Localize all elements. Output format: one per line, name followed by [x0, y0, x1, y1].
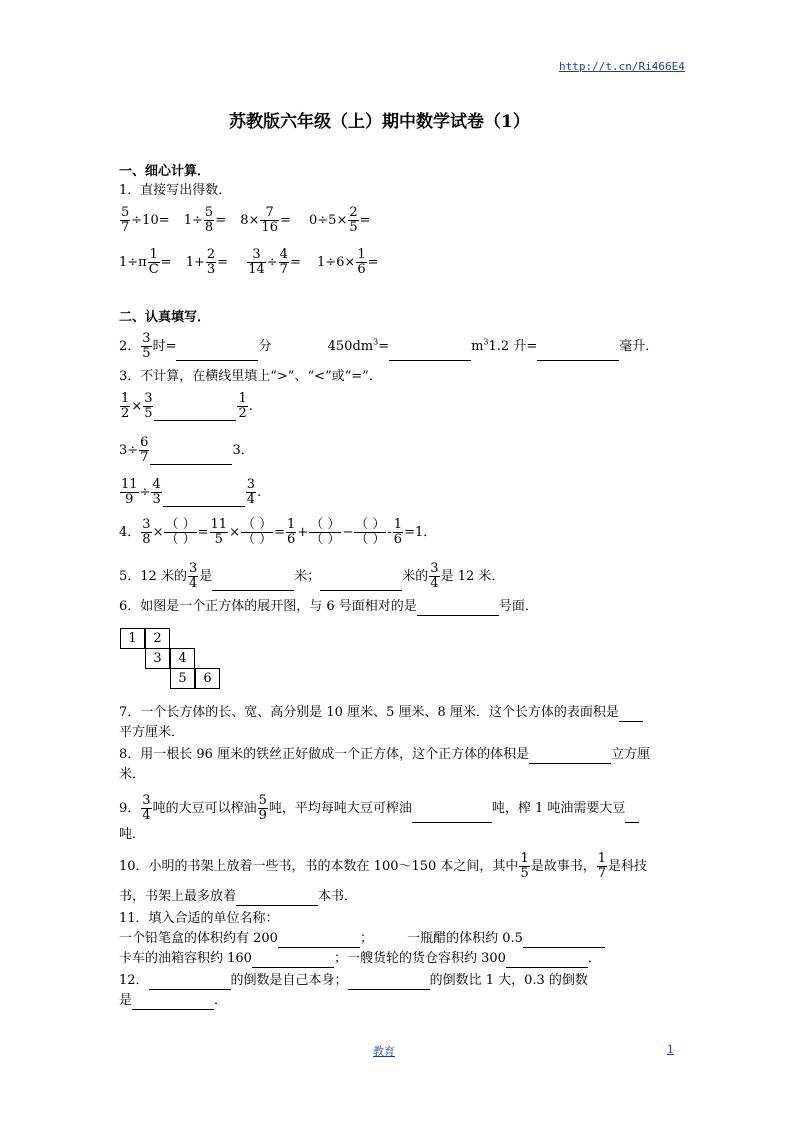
- q5-line: 5．12 米的 $\frac{3}{4}$ 是 米； 米的 $\frac{3}{4}$ 是 12 米．: [119, 561, 505, 591]
- fraction: $\frac{3}{14}$: [248, 247, 265, 277]
- net-cell-3: 3: [145, 648, 170, 669]
- fraction: $\frac{5}{7}$: [121, 205, 130, 235]
- header-link[interactable]: http://t.cn/Ri466E4: [559, 60, 685, 73]
- answer-blank[interactable]: [389, 346, 471, 361]
- answer-blank[interactable]: [132, 995, 214, 1010]
- net-cell-5: 5: [170, 668, 195, 689]
- fraction: $\frac{1}{5}$: [520, 851, 529, 881]
- fraction: $\frac{1}{6}$: [393, 517, 403, 547]
- answer-blank[interactable]: [150, 450, 232, 465]
- q11-line2: 卡车的油箱容积约 160 ；一艘货轮的货仓容积约 300 ．: [119, 951, 601, 966]
- section2-heading: 二、认真填写．: [119, 310, 211, 325]
- fraction: $\frac{2}{3}$: [206, 247, 216, 277]
- fraction: $\frac{5}{8}$: [204, 205, 214, 235]
- answer-blank[interactable]: [163, 492, 245, 507]
- q1-text: 1．直接写出得数．: [119, 183, 232, 198]
- fraction: $\frac{3}{5}$: [144, 391, 153, 421]
- fraction: $\frac{11}{9}$: [121, 477, 138, 507]
- blank-fraction[interactable]: $\frac{( )}{( )}$: [165, 517, 196, 547]
- answer-blank[interactable]: [236, 891, 318, 906]
- answer-blank[interactable]: [412, 808, 492, 823]
- q10-line2: 书，书架上最多放着 本书．: [119, 889, 358, 904]
- fraction: $\frac{6}{7}$: [140, 435, 149, 465]
- q4-line: 4． $\frac{3}{8}$ × $\frac{( )}{( )}$ = $\frac{11}{5}$ × $\frac{( )}{( )}$ = $\frac{1}{6}$ + $\frac{( )}{( )}$ − $\frac{( )}{( )}$ - $\frac{1}{6}$ =1．: [119, 517, 437, 547]
- page-number: 1: [667, 1043, 674, 1056]
- blank-fraction[interactable]: $\frac{( )}{( )}$: [241, 517, 273, 547]
- q6-line: 6．如图是一个正方体的展开图，与 6 号面相对的是 号面．: [119, 599, 538, 614]
- net-cell-4: 4: [170, 648, 195, 669]
- fraction: $\frac{3}{5}$: [142, 331, 151, 361]
- answer-blank[interactable]: [149, 975, 231, 990]
- page-title: 苏教版六年级（上）期中数学试卷（1）: [229, 112, 530, 132]
- answer-blank[interactable]: [212, 576, 294, 591]
- q10-line1: 10．小明的书架上放着一些书，书的本数在 100～150 本之间，其中 $\frac{1}{5}$ 是故事书， $\frac{1}{7}$ 是科技: [119, 851, 648, 881]
- fraction: $\frac{1}{2}$: [121, 391, 130, 421]
- fraction: $\frac{1}{7}$: [597, 851, 607, 881]
- section1-heading: 一、细心计算．: [119, 164, 211, 179]
- q11-line1: 一个铅笔盒的体积约有 200 ； 一瓶醋的体积约 0.5: [119, 930, 605, 948]
- q3c: $\frac{11}{9}$ ÷ $\frac{4}{3}$ $\frac{3}{4}$ .: [121, 477, 262, 507]
- q12-line1: 12． 的倒数是自己本身； 的倒数比 1 大，0.3 的倒数: [119, 973, 588, 988]
- answer-blank[interactable]: [625, 808, 639, 823]
- answer-blank[interactable]: [348, 975, 430, 990]
- fraction: $\frac{4}{7}$: [279, 247, 288, 277]
- answer-blank[interactable]: [417, 601, 499, 616]
- fraction: $\frac{3}{8}$: [142, 517, 151, 547]
- q1-row1: $\frac{5}{7}$ ÷10= 1÷ $\frac{5}{8}$ = 8× $\frac{7}{16}$ = 0÷5× $\frac{2}{5}$ =: [121, 205, 371, 235]
- fraction: $\frac{1}{2}$: [238, 391, 247, 421]
- answer-blank[interactable]: [537, 346, 619, 361]
- footer-center[interactable]: 教育: [373, 1045, 395, 1058]
- answer-blank[interactable]: [506, 953, 588, 968]
- answer-blank[interactable]: [523, 933, 605, 948]
- fraction: $\frac{3}{4}$: [142, 793, 151, 823]
- answer-blank[interactable]: [252, 953, 334, 968]
- answer-blank[interactable]: [154, 406, 236, 421]
- q9-line2: 吨．: [119, 827, 146, 842]
- q8-line2: 米．: [119, 767, 146, 782]
- q11-intro: 11．填入合适的单位名称：: [119, 911, 279, 926]
- q7-line1: 7．一个长方体的长、宽、高分别是 10 厘米、5 厘米、8 厘米．这个长方体的表面积是: [119, 704, 643, 722]
- q12-line2: 是 ．: [119, 993, 228, 1008]
- fraction: $\frac{7}{16}$: [261, 205, 278, 235]
- q8-line1: 8．用一根长 96 厘米的铁丝正好做成一个正方体，这个正方体的体积是 立方厘: [119, 747, 651, 762]
- fraction: $\frac{1}{6}$: [287, 517, 296, 547]
- q9-line1: 9． $\frac{3}{4}$ 吨的大豆可以榨油 $\frac{5}{9}$ 吨，平均每吨大豆可榨油 吨，榨 1 吨油需要大豆: [119, 794, 639, 823]
- net-cell-6: 6: [195, 668, 220, 689]
- fraction: $\frac{3}{4}$: [430, 561, 439, 591]
- answer-blank[interactable]: [619, 707, 643, 722]
- q3-intro: 3．不计算，在横线里填上“>”、“<”或“=”．: [119, 369, 382, 384]
- q3a: $\frac{1}{2}$ × $\frac{3}{5}$ $\frac{1}{2}$ .: [121, 391, 253, 421]
- q1-row2: 1÷π $\frac{1}{C}$ = 1+ $\frac{2}{3}$ = $\frac{3}{14}$ ÷ $\frac{4}{7}$ = 1÷6× $\frac{1}{6}$ =: [119, 247, 379, 277]
- blank-fraction[interactable]: $\frac{( )}{( )}$: [355, 517, 386, 547]
- fraction: $\frac{3}{4}$: [188, 561, 198, 591]
- fraction: $\frac{11}{5}$: [210, 517, 228, 547]
- fraction: $\frac{5}{9}$: [258, 793, 267, 823]
- answer-blank[interactable]: [320, 576, 402, 591]
- net-cell-2: 2: [145, 628, 170, 649]
- q3b: 3÷ $\frac{6}{7}$ 3．: [119, 435, 254, 465]
- net-cell-1: 1: [120, 628, 145, 649]
- fraction: $\frac{4}{3}$: [152, 477, 161, 507]
- answer-blank[interactable]: [529, 749, 611, 764]
- fraction: $\frac{2}{5}$: [349, 205, 358, 235]
- answer-blank[interactable]: [176, 346, 258, 361]
- q7-line2: 平方厘米．: [119, 725, 185, 740]
- fraction: $\frac{1}{C}$: [148, 247, 159, 277]
- q2-line: 2． $\frac{3}{5}$ 时= 分 $450dm^3= m^31.2$ 升= 毫升．: [119, 331, 659, 361]
- fraction: $\frac{1}{6}$: [357, 247, 366, 277]
- answer-blank[interactable]: [278, 933, 360, 948]
- fraction: $\frac{3}{4}$: [246, 477, 256, 507]
- blank-fraction[interactable]: $\frac{( )}{( )}$: [310, 517, 341, 547]
